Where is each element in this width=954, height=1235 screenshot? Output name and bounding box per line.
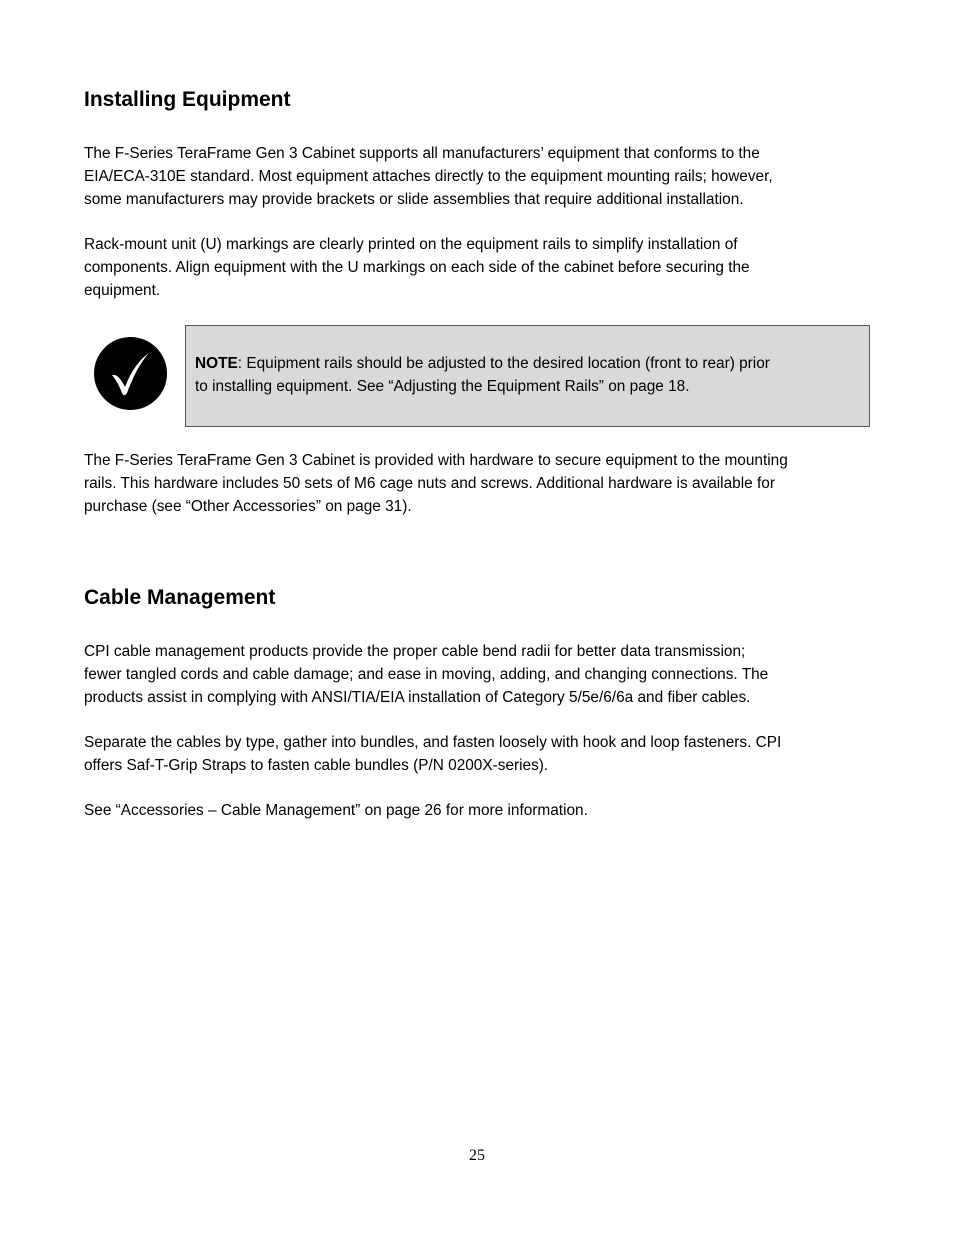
note-text: [195, 353, 770, 399]
text-line: The F-Series TeraFrame Gen 3 Cabinet supports all manufacturers’ equipment that conforms to the: [84, 145, 760, 162]
text-line: components. Align equipment with the U markings on each side of the cabinet before securing the: [84, 258, 750, 276]
paragraph-u-markings: [84, 234, 874, 302]
text-line: CPI cable management products provide the proper cable bend radii for better data transmission;: [84, 643, 746, 660]
text-line: rails. This hardware includes 50 sets of M6 cage nuts and screws. Additional hardware is available for: [84, 474, 775, 492]
text-line: products assist in complying with ANSI/TIA/EIA installation of Category 5/5e/6/6a and fiber cables.: [84, 688, 751, 706]
text-line: The F-Series TeraFrame Gen 3 Cabinet is provided with hardware to secure equipment to the mounting: [84, 452, 788, 469]
heading-cable-management: Cable Management: [84, 586, 276, 609]
paragraph-cable-products: [84, 641, 874, 709]
note-line: to installing equipment. See “Adjusting the Equipment Rails” on page 18.: [195, 377, 690, 395]
text-line: offers Saf-T-Grip Straps to fasten cable bundles (P/N 0200X-series).: [84, 756, 549, 774]
note-label: NOTE: [195, 355, 238, 372]
text-line: Rack-mount unit (U) markings are clearly printed on the equipment rails to simplify installation of: [84, 236, 738, 253]
text-line: EIA/ECA-310E standard. Most equipment attaches directly to the equipment mounting rails; however,: [84, 167, 773, 185]
note-line: [195, 353, 770, 376]
paragraph-cable-bundles: [84, 732, 874, 778]
text-line: Separate the cables by type, gather into bundles, and fasten loosely with hook and loop fasteners. CPI: [84, 734, 782, 751]
text-line: fewer tangled cords and cable damage; and ease in moving, adding, and changing connections. The: [84, 665, 769, 683]
page-number: 25: [469, 1147, 485, 1164]
text-line: purchase (see “Other Accessories” on page 31).: [84, 497, 412, 515]
text-line: See “Accessories – Cable Management” on page 26 for more information.: [84, 802, 588, 819]
note-line-text: : Equipment rails should be adjusted to the desired location (front to rear) prior: [237, 355, 770, 372]
paragraph-hardware: [84, 450, 874, 518]
paragraph-see-accessories: [84, 800, 874, 823]
heading-installing-equipment: Installing Equipment: [84, 88, 291, 111]
paragraph-equipment-conformance: [84, 143, 874, 211]
note-callout: [185, 325, 870, 427]
text-line: equipment.: [84, 281, 161, 299]
text-line: some manufacturers may provide brackets or slide assemblies that require additional installation.: [84, 190, 744, 208]
checkmark-icon: [94, 337, 167, 410]
